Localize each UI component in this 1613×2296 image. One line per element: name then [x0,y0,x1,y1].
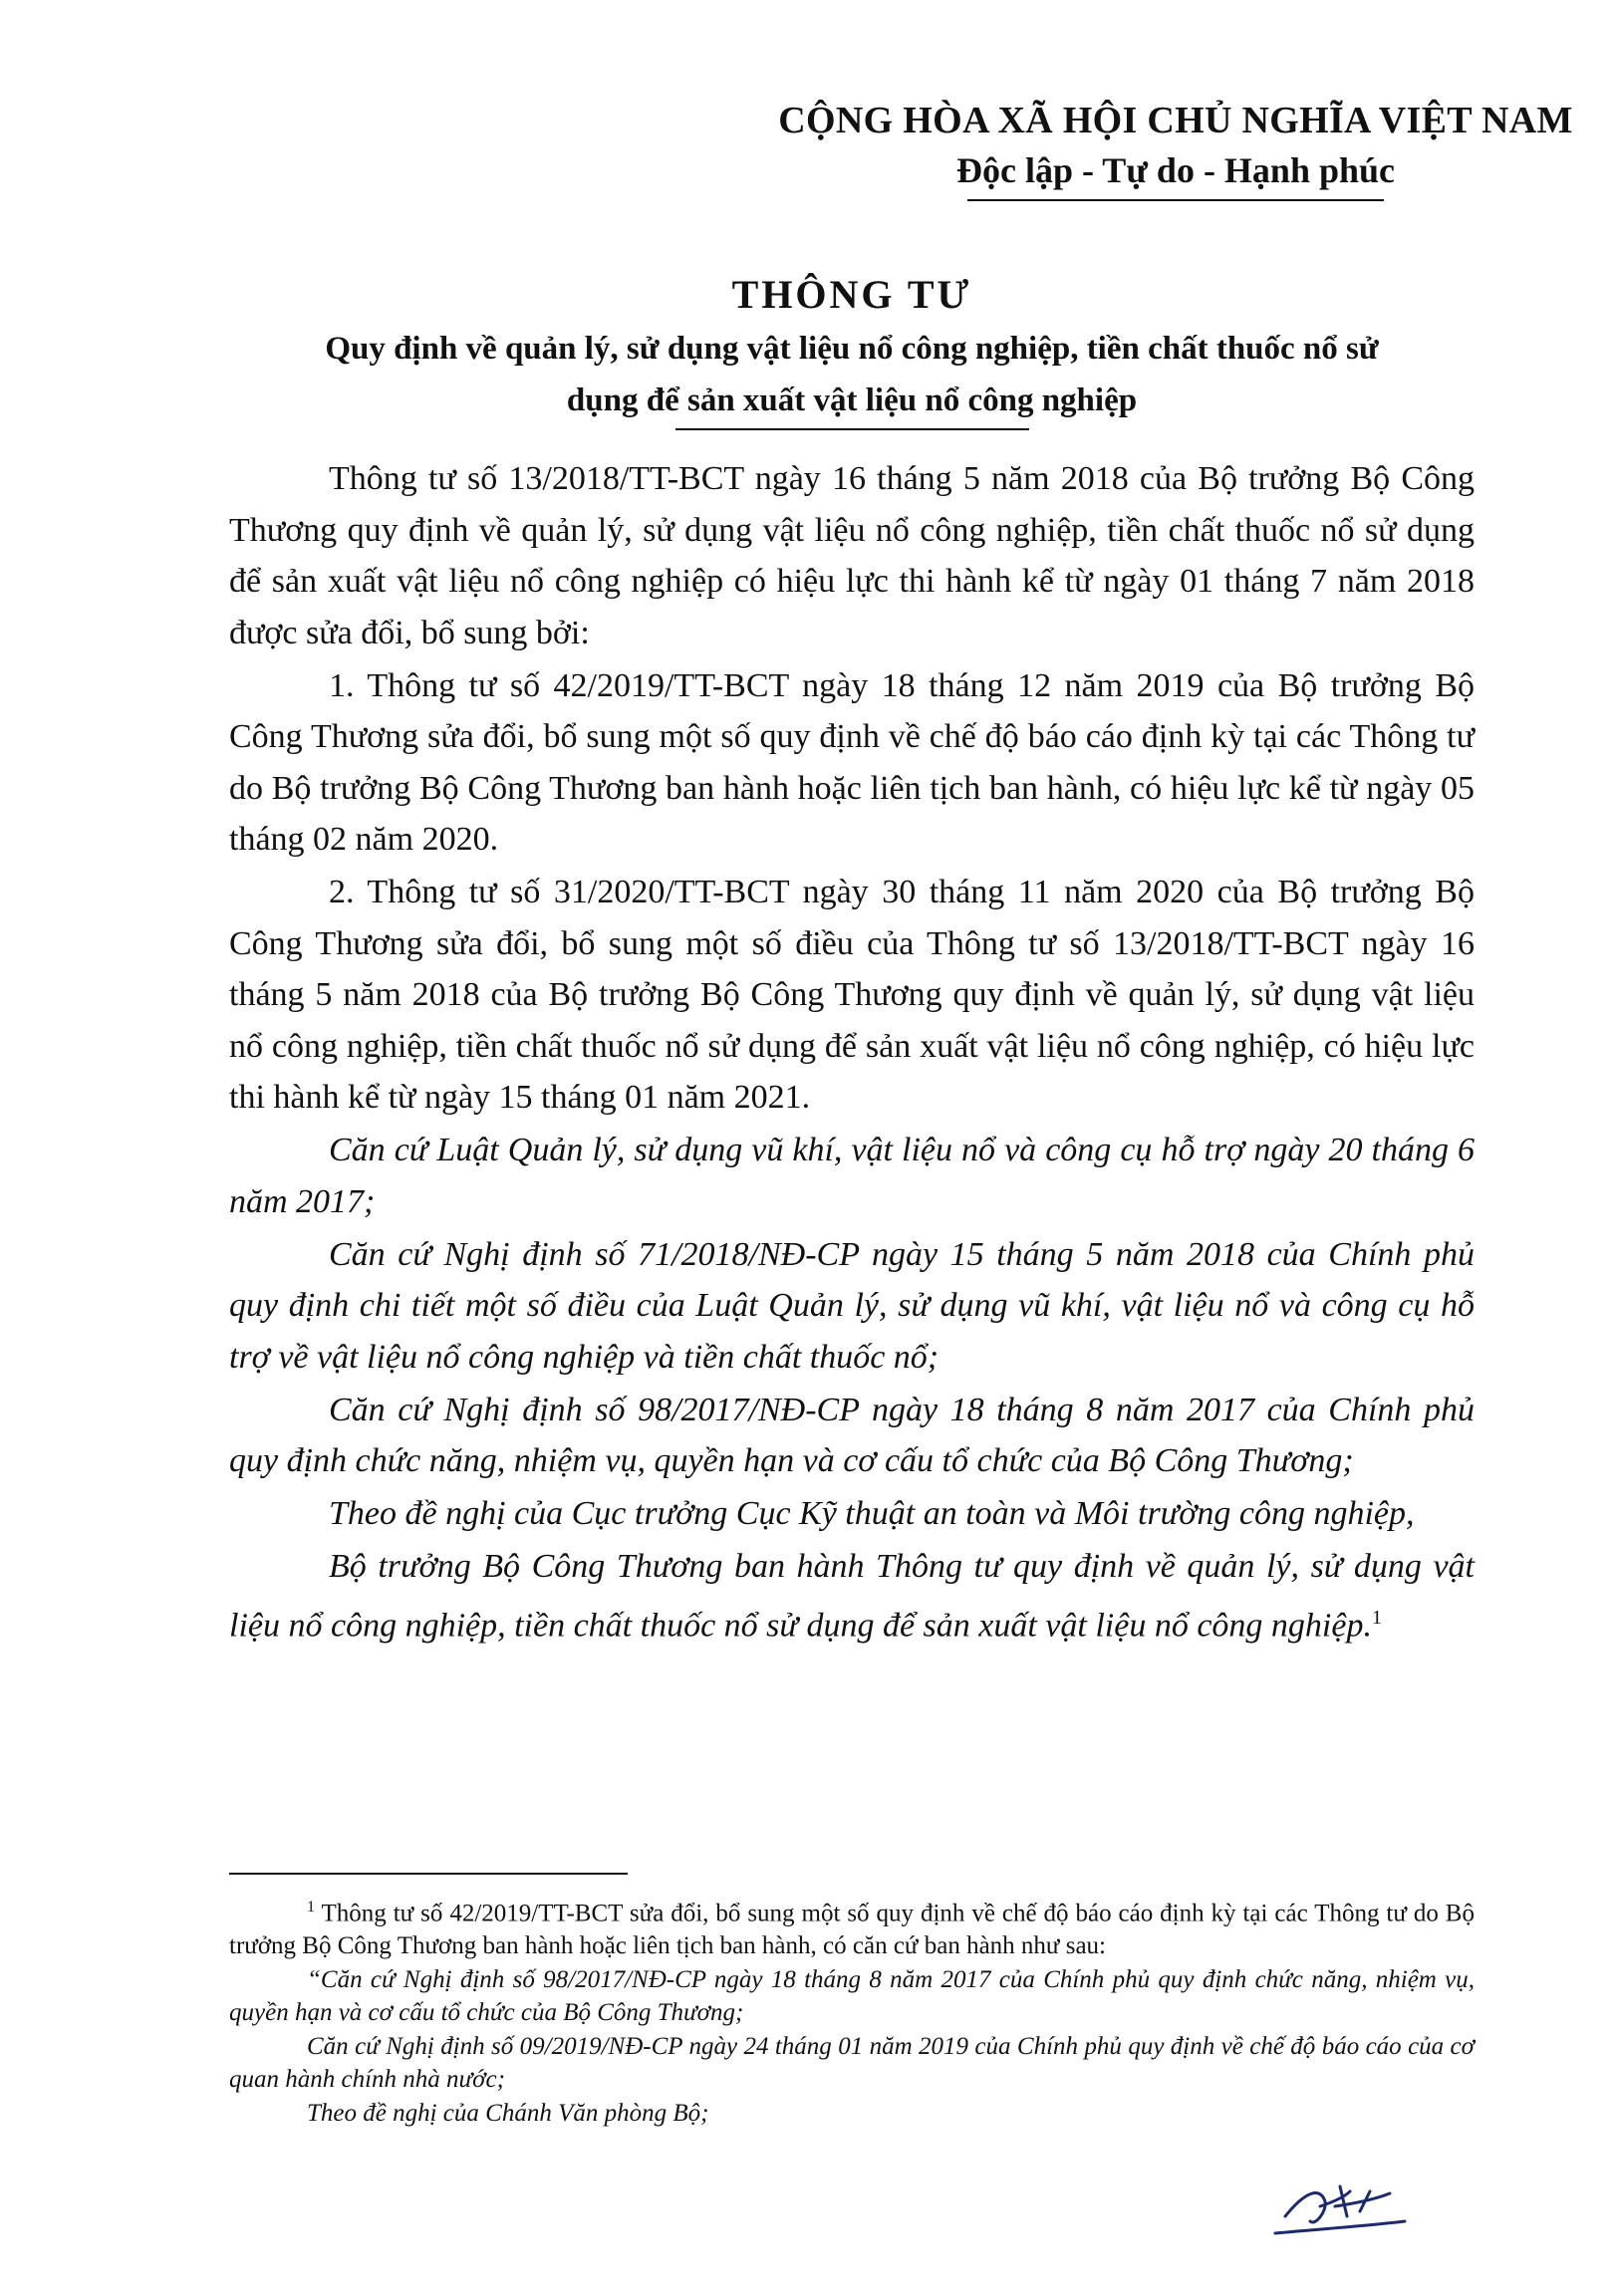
document-body [229,453,1475,1653]
national-motto: Độc lập - Tự do - Hạnh phúc [955,150,1396,190]
footnotes [229,1891,1475,2131]
footnote-quote-1: “Căn cứ Nghị định số 98/2017/NĐ-CP ngày 18 tháng 8 năm 2017 của Chính phủ quy định chức năng, nhiệm vụ, quyền hạn và cơ cấu tổ chức của Bộ Công Thương; [229,1966,1475,2027]
footnote-text: Thông tư số 42/2019/TT-BCT sửa đổi, bổ sung một số quy định về chế độ báo cáo định kỳ tại các Thông tư do Bộ trưởng Bộ Công Thương ban hành hoặc liên tịch ban hành, có căn cứ ban hành như sau: [229,1900,1475,1960]
footnote-1 [229,1891,1475,1962]
motto-underline [967,199,1384,201]
national-header [757,96,1594,201]
legal-basis-3: Căn cứ Nghị định số 98/2017/NĐ-CP ngày 18 tháng 8 năm 2017 của Chính phủ quy định chức năng, nhiệm vụ, quyền hạn và cơ cấu tổ chức của Bộ Công Thương; [229,1391,1475,1479]
country-name: CỘNG HÒA XÃ HỘI CHỦ NGHĨA VIỆT NAM [778,100,1573,141]
legal-basis-1: Căn cứ Luật Quản lý, sử dụng vũ khí, vật liệu nổ và công cụ hỗ trợ ngày 20 tháng 6 năm 2017; [229,1132,1475,1220]
intro-paragraph: Thông tư số 13/2018/TT-BCT ngày 16 tháng 5 năm 2018 của Bộ trưởng Bộ Công Thương quy định về quản lý, sử dụng vật liệu nổ công nghiệp, tiền chất thuốc nổ sử dụng để sản xuất vật liệu nổ công nghiệp có hiệu lực thi hành kể từ ngày 01 tháng 7 năm 2018 được sửa đổi, bổ sung bởi: [229,460,1475,651]
subject-underline [675,428,1029,430]
amendment-1: 1. Thông tư số 42/2019/TT-BCT ngày 18 tháng 12 năm 2019 của Bộ trưởng Bộ Công Thương sửa đổi, bổ sung một số quy định về chế độ báo cáo định kỳ tại các Thông tư do Bộ trưởng Bộ Công Thương ban hành hoặc liên tịch ban hành, có hiệu lực kể từ ngày 05 tháng 02 năm 2020. [229,666,1475,858]
footnote-marker: 1 [307,1899,315,1915]
document-subject-line-2: dụng để sản xuất vật liệu nổ công nghiệp [566,383,1138,418]
document-title-block [219,267,1484,430]
footnote-quote-3: Theo đề nghị của Chánh Văn phòng Bộ; [307,2100,709,2128]
issuance-paragraph [229,1541,1475,1651]
issuance-text: Bộ trưởng Bộ Công Thương ban hành Thông tư quy định về quản lý, sử dụng vật liệu nổ công nghiệp, tiền chất thuốc nổ sử dụng để sản xuất vật liệu nổ công nghiệp. [229,1548,1475,1644]
proposal-paragraph: Theo đề nghị của Cục trưởng Cục Kỹ thuật an toàn và Môi trường công nghiệp, [329,1495,1415,1532]
handwritten-initials [1265,2171,1415,2241]
footnote-quote-2: Căn cứ Nghị định số 09/2019/NĐ-CP ngày 24 tháng 01 năm 2019 của Chính phủ quy định về chế độ báo cáo của cơ quan hành chính nhà nước; [229,2033,1475,2094]
footnote-reference: 1 [1371,1606,1382,1629]
footnote-separator [229,1873,628,1875]
document-type: THÔNG TƯ [731,272,972,317]
amendment-2: 2. Thông tư số 31/2020/TT-BCT ngày 30 tháng 11 năm 2020 của Bộ trưởng Bộ Công Thương sửa đổi, bổ sung một số điều của Thông tư số 13/2018/TT-BCT ngày 16 tháng 5 năm 2018 của Bộ trưởng Bộ Công Thương quy định về quản lý, sử dụng vật liệu nổ công nghiệp, tiền chất thuốc nổ sử dụng để sản xuất vật liệu nổ công nghiệp, có hiệu lực thi hành kể từ ngày 15 tháng 01 năm 2021. [229,874,1475,1116]
document-subject-line-1: Quy định về quản lý, sử dụng vật liệu nổ công nghiệp, tiền chất thuốc nổ sử [325,331,1379,367]
legal-basis-2: Căn cứ Nghị định số 71/2018/NĐ-CP ngày 15 tháng 5 năm 2018 của Chính phủ quy định chi tiết một số điều của Luật Quản lý, sử dụng vũ khí, vật liệu nổ và công cụ hỗ trợ về vật liệu nổ công nghiệp và tiền chất thuốc nổ; [229,1235,1475,1376]
